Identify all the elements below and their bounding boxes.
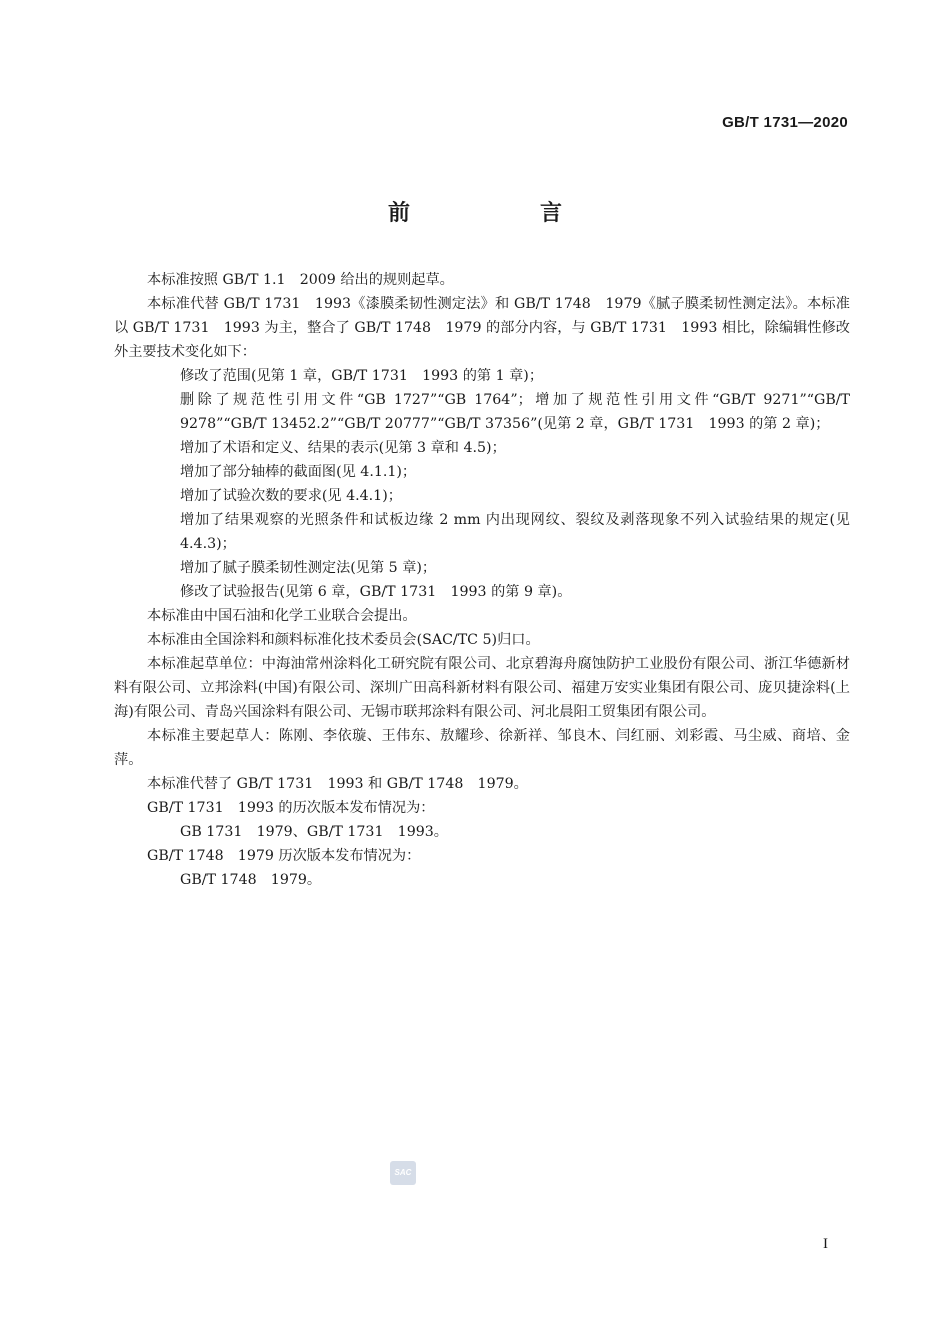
paragraph: 本标准按照 GB/T 1.1 2009 给出的规则起草。 bbox=[147, 272, 454, 288]
paragraph: 增加了部分轴棒的截面图(见 4.1.1)； bbox=[180, 464, 417, 480]
paragraph: 删除了规范性引用文件“GB 1727”“GB 1764”；增加了规范性引用文件“GB/T 9271”“GB/T 9278”“GB/T 13452.2”“GB/T 20777”“GB/T 37356”(见第 2 章，GB/T 1731 1993 的第 2 章)； bbox=[180, 392, 850, 432]
paragraph: 增加了术语和定义、结果的表示(见第 3 章和 4.5)； bbox=[180, 440, 506, 456]
paragraph: 增加了结果观察的光照条件和试板边缘 2 mm 内出现网纹、裂纹及剥落现象不列入试验结果的规定(见 4.4.3)； bbox=[180, 512, 850, 552]
paragraph: GB/T 1748 1979 历次版本发布情况为： bbox=[147, 848, 421, 864]
paragraph: 增加了试验次数的要求(见 4.4.1)； bbox=[180, 488, 402, 504]
paragraph: 本标准由全国涂料和颜料标准化技术委员会(SAC/TC 5)归口。 bbox=[147, 632, 540, 648]
paragraph: 本标准代替 GB/T 1731 1993《漆膜柔韧性测定法》和 GB/T 1748 1979《腻子膜柔韧性测定法》。本标准以 GB/T 1731 1993 为主，整合了 GB/T 1748 1979 的部分内容，与 GB/T 1731 1993 相比，除编辑性修改外主要技术变化如下： bbox=[114, 296, 850, 360]
paragraph: 本标准代替了 GB/T 1731 1993 和 GB/T 1748 1979。 bbox=[147, 776, 528, 792]
paragraph: 增加了腻子膜柔韧性测定法(见第 5 章)； bbox=[180, 560, 437, 576]
paragraph: 本标准由中国石油和化学工业联合会提出。 bbox=[147, 608, 417, 624]
page-title: 前 言 bbox=[387, 201, 616, 226]
paragraph: 修改了试验报告(见第 6 章，GB/T 1731 1993 的第 9 章)。 bbox=[180, 584, 572, 600]
foreword-body bbox=[114, 268, 850, 892]
paragraph: GB 1731 1979、GB/T 1731 1993。 bbox=[180, 824, 448, 840]
standard-number: GB/T 1731—2020 bbox=[722, 114, 848, 131]
paragraph: 本标准主要起草人：陈刚、李依璇、王伟东、敖耀珍、徐新祥、邹良木、闫红丽、刘彩霞、马尘威、商培、金萍。 bbox=[114, 728, 850, 768]
sac-watermark-logo: SAC bbox=[390, 1161, 416, 1185]
paragraph: 本标准起草单位：中海油常州涂料化工研究院有限公司、北京碧海舟腐蚀防护工业股份有限公司、浙江华德新材料有限公司、立邦涂料(中国)有限公司、深圳广田高科新材料有限公司、福建万安实业集团有限公司、庞贝捷涂料(上海)有限公司、青岛兴国涂料有限公司、无锡市联邦涂料有限公司、河北晨阳工贸集团有限公司。 bbox=[114, 656, 850, 720]
page-number: I bbox=[823, 1236, 828, 1252]
paragraph: 修改了范围(见第 1 章，GB/T 1731 1993 的第 1 章)； bbox=[180, 368, 544, 384]
paragraph: GB/T 1748 1979。 bbox=[180, 872, 322, 888]
paragraph: GB/T 1731 1993 的历次版本发布情况为： bbox=[147, 800, 435, 816]
